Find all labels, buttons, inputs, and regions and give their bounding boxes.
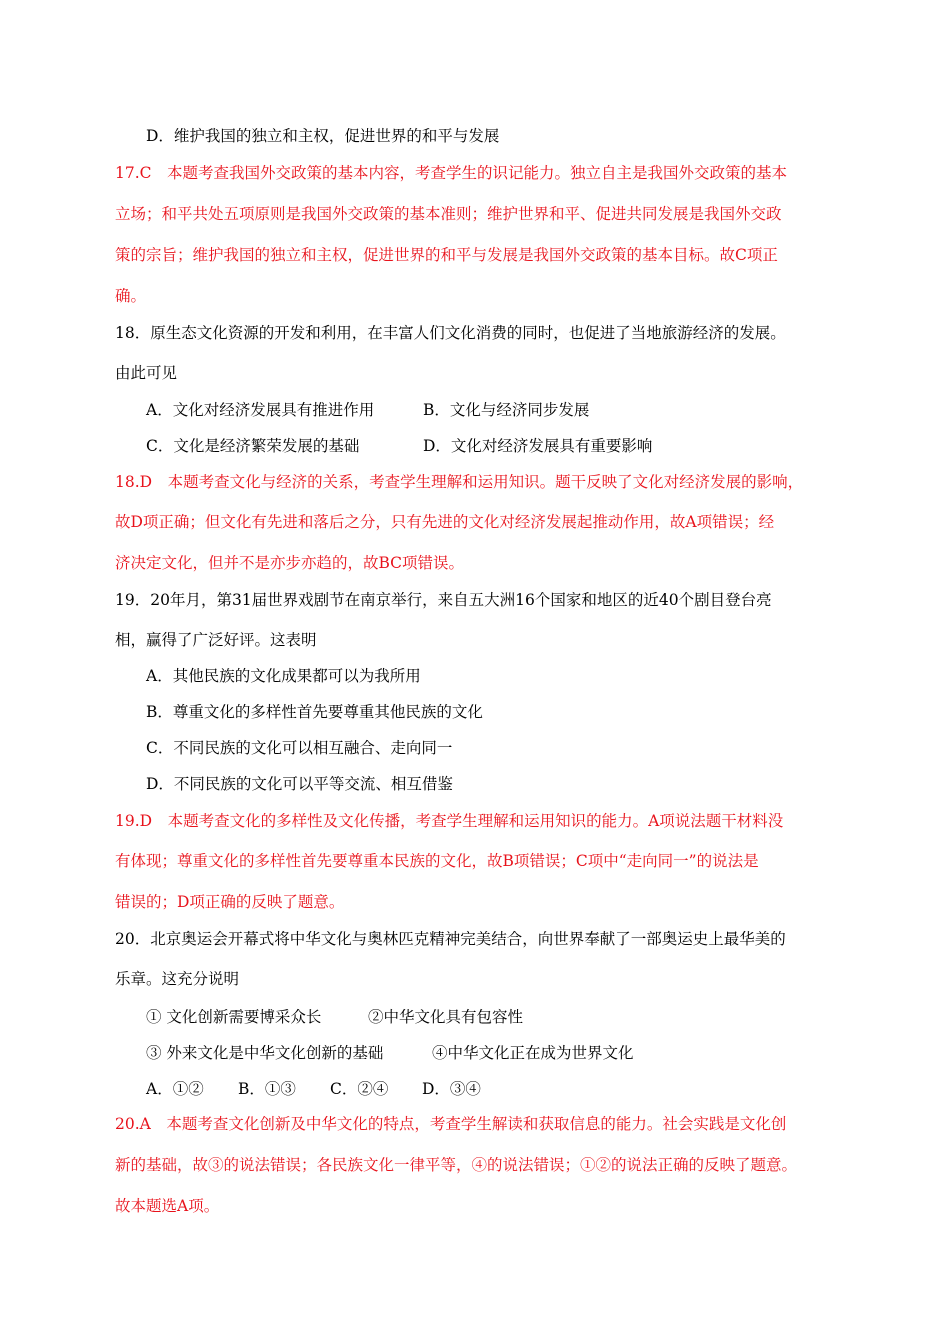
answer-20-line-3: 故本题选A项。 — [115, 1197, 220, 1215]
q19-option-a: A．其他民族的文化成果都可以为我所用 — [146, 667, 421, 685]
q16-option-d: D．维护我国的独立和主权，促进世界的和平与发展 — [146, 127, 500, 145]
q20-statement-2: ②中华文化具有包容性 — [368, 1008, 524, 1026]
answer-17-line-2: 立场；和平共处五项原则是我国外交政策的基本准则；维护世界和平、促进共同发展是我国外交政 — [115, 205, 782, 223]
question-18-line-1: 18．原生态文化资源的开发和利用，在丰富人们文化消费的同时，也促进了当地旅游经济的发展。 — [115, 324, 786, 342]
q20-option-b: B．①③ — [238, 1080, 296, 1098]
q20-option-c: C．②④ — [330, 1080, 389, 1098]
answer-19-line-1: 19.D 本题考查文化的多样性及文化传播，考查学生理解和运用知识的能力。A项说法题干材料没 — [115, 812, 784, 830]
question-18-line-2: 由此可见 — [115, 364, 178, 382]
question-20-line-1: 20．北京奥运会开幕式将中华文化与奥林匹克精神完美结合，向世界奉献了一部奥运史上最华美的 — [115, 930, 786, 948]
question-19-line-1: 19．20年月，第31届世界戏剧节在南京举行，来自五大洲16个国家和地区的近40个剧目登台亮 — [115, 591, 772, 609]
q20-option-a: A．①② — [146, 1080, 204, 1098]
question-19-line-2: 相，赢得了广泛好评。这表明 — [115, 631, 317, 649]
q18-option-b: B．文化与经济同步发展 — [423, 401, 590, 419]
answer-18-line-1: 18.D 本题考查文化与经济的关系，考查学生理解和运用知识。题干反映了文化对经济发展的影响， — [115, 473, 804, 491]
answer-18-line-3: 济决定文化，但并不是亦步亦趋的，故BC项错误。 — [115, 554, 465, 572]
answer-19-line-3: 错误的；D项正确的反映了题意。 — [115, 893, 345, 911]
q20-option-d: D．③④ — [422, 1080, 481, 1098]
q18-option-a: A．文化对经济发展具有推进作用 — [146, 401, 375, 419]
q19-option-c: C．不同民族的文化可以相互融合、走向同一 — [146, 739, 453, 757]
q19-option-b: B．尊重文化的多样性首先要尊重其他民族的文化 — [146, 703, 483, 721]
answer-18-line-2: 故D项正确；但文化有先进和落后之分，只有先进的文化对经济发展起推动作用，故A项错误；经 — [115, 513, 775, 531]
answer-20-line-2: 新的基础，故③的说法错误；各民族文化一律平等，④的说法错误；①②的说法正确的反映了题意。 — [115, 1156, 798, 1174]
answer-17-line-3: 策的宗旨；维护我国的独立和主权，促进世界的和平与发展是我国外交政策的基本目标。故C项正 — [115, 246, 778, 264]
question-20-line-2: 乐章。这充分说明 — [115, 970, 240, 988]
answer-17-line-4: 确。 — [115, 287, 147, 305]
answer-17-line-1: 17.C 本题考查我国外交政策的基本内容，考查学生的识记能力。独立自主是我国外交政策的基本 — [115, 164, 788, 182]
q18-option-d: D．文化对经济发展具有重要影响 — [423, 437, 653, 455]
q20-statement-3: ③ 外来文化是中华文化创新的基础 — [146, 1044, 384, 1062]
q20-statement-4: ④中华文化正在成为世界文化 — [432, 1044, 634, 1062]
q20-statement-1: ① 文化创新需要博采众长 — [146, 1008, 322, 1026]
q18-option-c: C．文化是经济繁荣发展的基础 — [146, 437, 360, 455]
answer-19-line-2: 有体现；尊重文化的多样性首先要尊重本民族的文化，故B项错误；C项中“走向同一”的说法是 — [115, 852, 759, 870]
q19-option-d: D．不同民族的文化可以平等交流、相互借鉴 — [146, 775, 453, 793]
answer-20-line-1: 20.A 本题考查文化创新及中华文化的特点，考查学生解读和获取信息的能力。社会实践是文化创 — [115, 1115, 787, 1133]
